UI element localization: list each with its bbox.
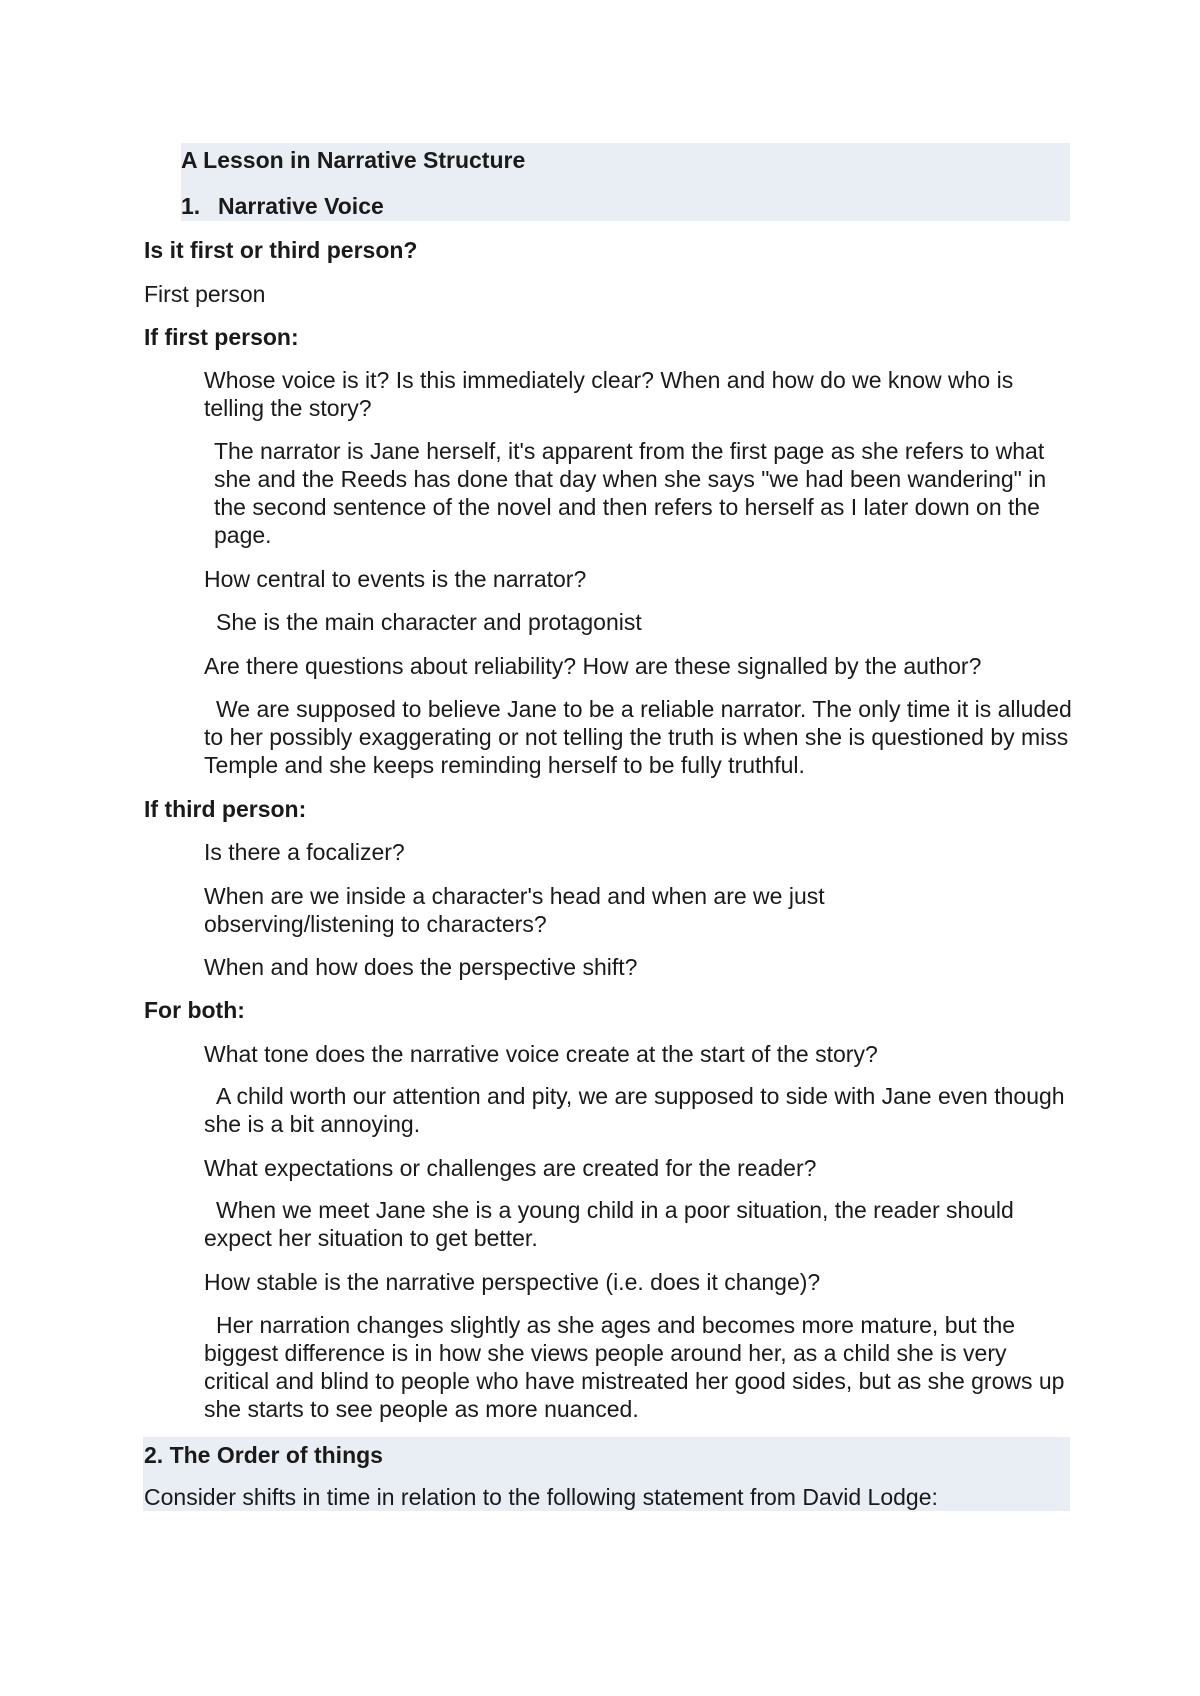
both-answer-3: Her narration changes slightly as she ages and becomes more mature, but the biggest difference is in how she views people around her, as a child she is very critical and blind to people who have mistreated her good sides, but as she grows up she starts to see people as more nuanced. [204, 1312, 1065, 1422]
first-person-label: If first person: [144, 324, 299, 350]
first-person-question-2: How central to events is the narrator? [204, 566, 587, 592]
question-person: Is it first or third person? [144, 237, 418, 263]
both-answer-2: When we meet Jane she is a young child in a poor situation, the reader should expect her situation to get better. [204, 1197, 1014, 1251]
both-question-2: What expectations or challenges are created for the reader? [204, 1155, 817, 1181]
section1-number: 1. [181, 193, 201, 219]
both-answer-1: A child worth our attention and pity, we are supposed to side with Jane even though she is a bit annoying. [204, 1083, 1065, 1137]
section1-heading: Narrative Voice [218, 193, 384, 219]
both-question-1: What tone does the narrative voice create at the start of the story? [204, 1041, 878, 1067]
first-person-answer-1: The narrator is Jane herself, it's apparent from the first page as she refers to what she and the Reeds has done that day when she says "we had been wandering" in the second sentence of the novel and then refers to herself as I later down on the page. [214, 438, 1047, 548]
first-person-answer-3: We are supposed to believe Jane to be a reliable narrator. The only time it is alluded to her possibly exaggerating or not telling the truth is when she is questioned by miss Temple and she keeps reminding herself to be fully truthful. [204, 696, 1072, 778]
first-person-question-3: Are there questions about reliability? How are these signalled by the author? [204, 653, 982, 679]
first-person-question-1: Whose voice is it? Is this immediately clear? When and how do we know who is telling the story? [204, 367, 1014, 421]
both-label: For both: [144, 997, 245, 1023]
third-person-label: If third person: [144, 796, 307, 822]
third-person-question-2: When are we inside a character's head and when are we just observing/listening to characters? [204, 883, 825, 937]
answer-person: First person [144, 281, 266, 307]
first-person-answer-2: She is the main character and protagonist [216, 609, 642, 635]
third-person-question-3: When and how does the perspective shift? [204, 954, 638, 980]
section2-intro: Consider shifts in time in relation to the following statement from David Lodge: [144, 1484, 938, 1510]
document-title: A Lesson in Narrative Structure [181, 147, 526, 173]
section2-heading: 2. The Order of things [144, 1442, 383, 1468]
both-question-3: How stable is the narrative perspective (i.e. does it change)? [204, 1269, 821, 1295]
third-person-question-1: Is there a focalizer? [204, 839, 405, 865]
